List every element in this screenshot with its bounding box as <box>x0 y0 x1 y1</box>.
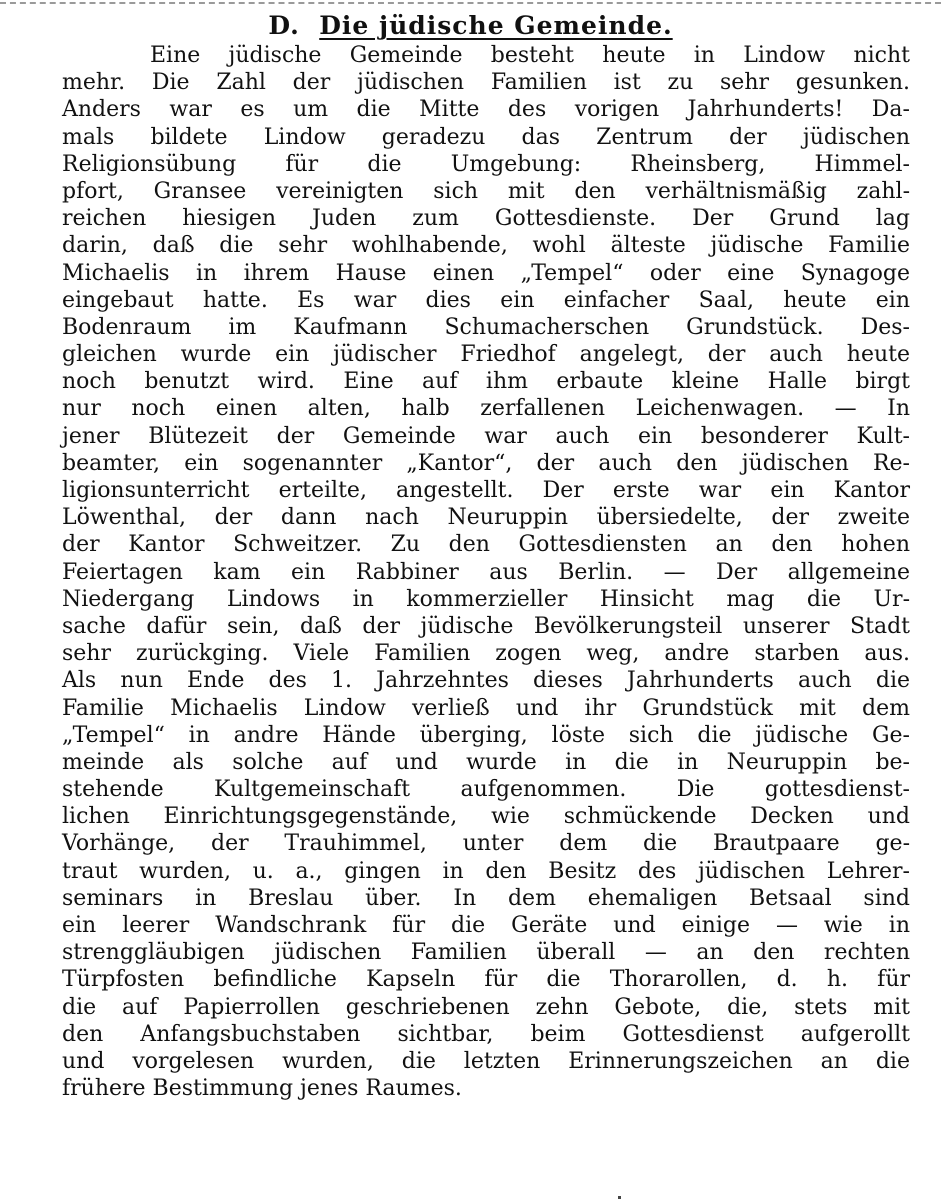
section-marker: D. <box>268 11 300 40</box>
text-line: mehr. Die Zahl der jüdischen Familien ist zu sehr gesunken. <box>62 70 910 96</box>
text-line: Feiertagen kam ein Rabbiner aus Berlin. — Der allgemeine <box>62 559 910 585</box>
text-line: Religionsübung für die Umgebung: Rheinsberg, Himmel- <box>62 151 910 177</box>
top-divider <box>0 2 941 4</box>
text-line: Löwenthal, der dann nach Neuruppin übersiedelte, der zweite <box>62 505 910 531</box>
text-line: ligionsunterricht erteilte, angestellt. Der erste war ein Kantor <box>62 478 910 503</box>
text-line: beamter, ein sogenannter „Kantor“, der auch den jüdischen Re- <box>62 450 910 476</box>
text-line: sache dafür sein, daß der jüdische Bevölkerungsteil unserer Stadt <box>62 613 910 639</box>
text-line: mals bildete Lindow geradezu das Zentrum der jüdischen <box>62 124 910 150</box>
text-line: nur noch einen alten, halb zerfallenen Leichenwagen. — In <box>62 396 910 422</box>
text-line: den Anfangsbuchstaben sichtbar, beim Gottesdienst aufgerollt <box>62 1021 910 1047</box>
text-line: stehende Kultgemeinschaft aufgenommen. Die gottesdienst- <box>62 777 910 803</box>
text-line: seminars in Breslau über. In dem ehemaligen Betsaal sind <box>62 885 910 911</box>
text-line: gleichen wurde ein jüdischer Friedhof angelegt, der auch heute <box>62 342 910 368</box>
text-line: die auf Papierrollen geschriebenen zehn Gebote, die, stets mit <box>62 994 910 1020</box>
text-line: Anders war es um die Mitte des vorigen Jahrhunderts! Da- <box>62 97 910 123</box>
text-line: Michaelis in ihrem Hause einen „Tempel“ oder eine Synagoge <box>62 260 910 286</box>
text-line: frühere Bestimmung jenes Raumes. <box>62 1076 462 1102</box>
text-line: Vorhänge, der Trauhimmel, unter dem die Brautpaare ge- <box>62 831 910 857</box>
section-title: Die jüdische Gemeinde. <box>319 11 673 40</box>
text-line: noch benutzt wird. Eine auf ihm erbaute kleine Halle birgt <box>62 369 910 395</box>
print-speck <box>618 1196 621 1199</box>
section-heading <box>0 10 941 42</box>
text-line: strenggläubigen jüdischen Familien überall — an den rechten <box>62 940 910 966</box>
text-line: Bodenraum im Kaufmann Schumacherschen Grundstück. Des- <box>62 314 910 340</box>
text-line: eingebaut hatte. Es war dies ein einfacher Saal, heute ein <box>62 287 910 313</box>
text-line: reichen hiesigen Juden zum Gottesdienste. Der Grund lag <box>62 206 910 232</box>
text-line: pfort, Gransee vereinigten sich mit den verhältnismäßig zahl- <box>62 178 910 204</box>
text-line: der Kantor Schweitzer. Zu den Gottesdiensten an den hohen <box>62 532 910 558</box>
text-line: meinde als solche auf und wurde in die in Neuruppin be- <box>62 749 910 775</box>
text-line: darin, daß die sehr wohlhabende, wohl älteste jüdische Familie <box>62 233 910 259</box>
text-line: sehr zurückging. Viele Familien zogen weg, andre starben aus. <box>62 641 910 667</box>
text-line: Als nun Ende des 1. Jahrzehntes dieses Jahrhunderts auch die <box>62 668 910 694</box>
text-line: Türpfosten befindliche Kapseln für die Thorarollen, d. h. für <box>62 967 910 993</box>
text-line: Niedergang Lindows in kommerzieller Hinsicht mag die Ur- <box>62 586 910 612</box>
article-body <box>62 42 910 1102</box>
text-line: „Tempel“ in andre Hände überging, löste sich die jüdische Ge- <box>62 722 910 748</box>
text-line: traut wurden, u. a., gingen in den Besitz des jüdischen Lehrer- <box>62 858 910 884</box>
text-line: Familie Michaelis Lindow verließ und ihr Grundstück mit dem <box>62 695 910 721</box>
text-line: jener Blütezeit der Gemeinde war auch ein besonderer Kult- <box>62 423 910 449</box>
text-line: Eine jüdische Gemeinde besteht heute in Lindow nicht <box>150 43 910 68</box>
text-line: lichen Einrichtungsgegenstände, wie schmückende Decken und <box>62 804 910 830</box>
text-line: und vorgelesen wurden, die letzten Erinnerungszeichen an die <box>62 1048 910 1074</box>
text-line: ein leerer Wandschrank für die Geräte und einige — wie in <box>62 913 910 938</box>
